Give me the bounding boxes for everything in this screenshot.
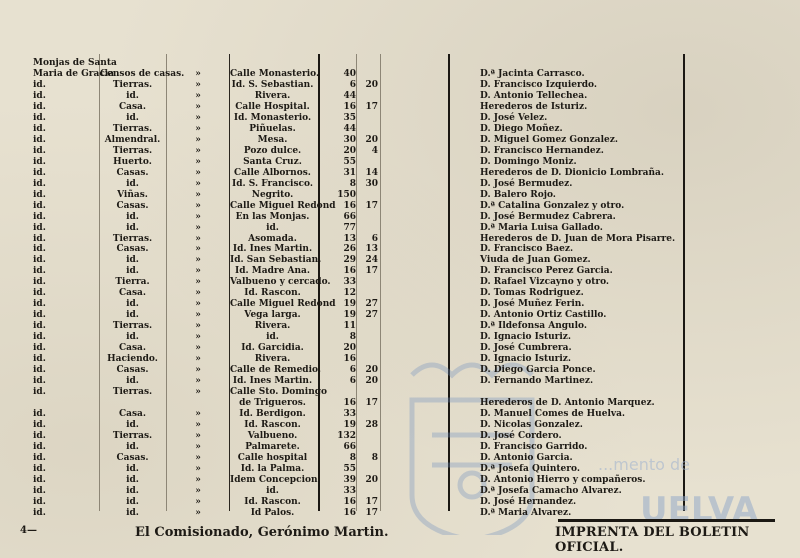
owner-cell: Viuda de Juan Gomez. (480, 255, 591, 266)
property-class-cell: Casas. (116, 200, 149, 211)
value-b-cell: 17 (365, 507, 378, 518)
location-cell: id. (266, 332, 279, 343)
value-a-cell: 12 (343, 288, 356, 299)
property-class-cell: Casa. (118, 101, 147, 112)
value-a-cell: 26 (343, 244, 356, 255)
property-class-cell: Huerto. (113, 156, 152, 167)
value-a-cell: 19 (343, 310, 356, 321)
institution-cell: id. (33, 474, 46, 485)
institution-cell: id. (33, 233, 46, 244)
property-class-cell: id. (126, 332, 139, 343)
location-cell: de Trigueros. (239, 398, 306, 409)
property-class-cell: Casas. (116, 452, 149, 463)
institution-cell: id. (33, 222, 46, 233)
property-class-cell: Casa. (118, 343, 147, 354)
property-class-cell: Casas. (116, 244, 149, 255)
institution-cell: id. (33, 178, 46, 189)
value-a-cell: 55 (343, 156, 356, 167)
owner-cell: D. Francisco Izquierdo. (480, 79, 597, 90)
institution-cell: id. (33, 123, 46, 134)
property-class-cell: Tierras. (112, 79, 153, 90)
ditto-mark-cell: » (195, 167, 201, 178)
watermark-text: UELVA (640, 490, 759, 530)
owner-cell: Herederos de D. Dionicio Lombraña. (480, 167, 665, 178)
owner-cell: D. José Cumbrera. (480, 343, 572, 354)
value-b-cell: 17 (365, 101, 378, 112)
institution-cell: id. (33, 112, 46, 123)
value-a-cell: 16 (343, 101, 356, 112)
owner-cell: D. Miguel Gomez Gonzalez. (480, 134, 618, 145)
ditto-mark-cell: » (195, 222, 201, 233)
value-b-cell: 17 (365, 398, 378, 409)
ditto-mark-cell: » (195, 112, 201, 123)
value-a-cell: 8 (349, 332, 356, 343)
ditto-mark-cell: » (195, 255, 201, 266)
ditto-mark-cell: » (195, 266, 201, 277)
property-class-cell: Casas. (116, 365, 149, 376)
property-class-cell: Viñas. (117, 189, 148, 200)
location-cell: Piñuelas. (249, 123, 296, 134)
ditto-mark-cell: » (195, 310, 201, 321)
commissioner-signature-line: El Comisionado, Gerónimo Martin. (135, 525, 389, 540)
institution-cell: id. (33, 387, 46, 398)
owner-cell: D. Francisco Baez. (480, 244, 574, 255)
value-b-cell: 8 (371, 452, 378, 463)
location-cell: Pozo dulce. (243, 145, 302, 156)
location-cell: Id. Rascon. (244, 288, 301, 299)
value-a-cell: 16 (343, 398, 356, 409)
ditto-mark-cell: » (195, 409, 201, 420)
institution-cell: id. (33, 244, 46, 255)
institution-cell: id. (33, 156, 46, 167)
value-b-cell: 14 (365, 167, 378, 178)
value-a-cell: 77 (343, 222, 356, 233)
institution-cell: id. (33, 310, 46, 321)
owner-cell: Herederos de Isturiz. (480, 101, 588, 112)
value-a-cell: 19 (343, 299, 356, 310)
value-b-cell: 30 (365, 178, 378, 189)
value-b-cell: 24 (365, 255, 378, 266)
owner-cell: D.ª Josefa Quintero. (480, 463, 580, 474)
ditto-mark-cell: » (195, 244, 201, 255)
value-b-cell: 20 (365, 365, 378, 376)
location-cell: Calle Miguel Redond (230, 299, 336, 310)
property-class-cell: id. (126, 496, 139, 507)
owner-cell: D. Francisco Perez Garcia. (480, 266, 613, 277)
value-a-cell: 8 (349, 452, 356, 463)
value-a-cell: 55 (343, 463, 356, 474)
location-cell: Id. la Palma. (240, 463, 305, 474)
value-a-cell: 150 (337, 189, 356, 200)
location-cell: Calle Hospital. (235, 101, 310, 112)
property-class-cell: id. (126, 376, 139, 387)
ditto-mark-cell: » (195, 507, 201, 518)
location-cell: Calle Sto. Domingo (230, 387, 328, 398)
owner-cell: D. Antonio Tellechea. (480, 90, 588, 101)
owner-cell: D. Diego Moñez. (480, 123, 563, 134)
ditto-mark-cell: » (195, 123, 201, 134)
ditto-mark-cell: » (195, 189, 201, 200)
location-cell: id. (266, 485, 279, 496)
property-class-cell: id. (126, 310, 139, 321)
value-a-cell: 19 (343, 420, 356, 430)
institution-cell: id. (33, 288, 46, 299)
value-a-cell: 66 (343, 211, 356, 222)
institution-cell: id. (33, 507, 46, 518)
owner-cell: D.ª Josefa Camacho Alvarez. (480, 485, 622, 496)
institution-cell: id. (33, 134, 46, 145)
location-cell: Id. Berdigon. (239, 409, 306, 420)
location-cell: Valbueno. (247, 430, 298, 441)
institution-cell: id. (33, 452, 46, 463)
value-a-cell: 16 (343, 200, 356, 211)
location-cell: Rivera. (254, 90, 291, 101)
property-class-cell: id. (126, 255, 139, 266)
value-a-cell: 16 (343, 507, 356, 518)
value-a-cell: 8 (349, 178, 356, 189)
institution-cell: id. (33, 321, 46, 332)
owner-cell: D.ª Maria Luisa Gallado. (480, 222, 603, 233)
institution-cell: id. (33, 189, 46, 200)
institution-cell: id. (33, 167, 46, 178)
location-cell: Id. S. Sebastian. (231, 79, 314, 90)
ditto-mark-cell: » (195, 387, 201, 398)
location-cell: Id. Garcidia. (241, 343, 304, 354)
ditto-mark-cell: » (195, 441, 201, 452)
value-a-cell: 16 (343, 354, 356, 365)
institution-cell: id. (33, 409, 46, 420)
property-class-cell: Tierras. (112, 387, 153, 398)
property-class-cell: id. (126, 266, 139, 277)
value-b-cell: 20 (365, 134, 378, 145)
owner-cell: Herederos de D. Juan de Mora Pisarre. (480, 233, 676, 244)
owner-cell: D. Fernando Martinez. (480, 376, 594, 387)
ditto-mark-cell: » (195, 145, 201, 156)
institution-cell: id. (33, 376, 46, 387)
owner-cell: D. Ignacio Isturiz. (480, 332, 572, 343)
owner-cell: D.ª Catalina Gonzalez y otro. (480, 200, 625, 211)
ditto-mark-cell: » (195, 474, 201, 485)
property-class-cell: Tierras. (112, 123, 153, 134)
owner-cell: D.ª Maria Alvarez. (480, 507, 572, 518)
institution-cell: id. (33, 79, 46, 90)
location-cell: Id Palos. (250, 507, 295, 518)
property-class-cell: Censos de casas. (100, 68, 185, 79)
location-cell: Id. S. Francisco. (232, 178, 313, 189)
owner-cell: D. José Bermudez. (480, 178, 573, 189)
institution-cell: id. (33, 266, 46, 277)
ditto-mark-cell: » (195, 200, 201, 211)
location-cell: Id. Rascon. (244, 496, 301, 507)
location-cell: Rivera. (254, 321, 291, 332)
value-a-cell: 11 (343, 321, 356, 332)
watermark-subtitle: ...mento de (598, 455, 690, 474)
value-a-cell: 66 (343, 441, 356, 452)
value-a-cell: 35 (343, 112, 356, 123)
property-class-cell: id. (126, 112, 139, 123)
institution-cell: id. (33, 354, 46, 365)
property-class-cell: Tierras. (112, 233, 153, 244)
value-b-cell: 17 (365, 266, 378, 277)
location-cell: Id. Ines Martin. (232, 376, 313, 387)
property-class-cell: id. (126, 211, 139, 222)
institution-cell: id. (33, 101, 46, 112)
ditto-mark-cell: » (195, 101, 201, 112)
value-a-cell: 39 (343, 474, 356, 485)
value-a-cell: 30 (343, 134, 356, 145)
owner-cell: D.ª Jacinta Carrasco. (480, 68, 585, 79)
value-a-cell: 6 (349, 365, 356, 376)
value-b-cell: 27 (365, 310, 378, 321)
property-class-cell: Almendral. (104, 134, 161, 145)
value-a-cell: 20 (343, 343, 356, 354)
property-class-cell: id. (126, 485, 139, 496)
owner-cell: D. Tomas Rodriguez. (480, 288, 584, 299)
location-cell: Id. Madre Ana. (235, 266, 310, 277)
ditto-mark-cell: » (195, 321, 201, 332)
value-a-cell: 40 (343, 68, 356, 79)
property-class-cell: id. (126, 420, 139, 430)
location-cell: Id. Monasterio. (233, 112, 312, 123)
value-b-cell: 17 (365, 496, 378, 507)
ditto-mark-cell: » (195, 365, 201, 376)
ditto-mark-cell: » (195, 134, 201, 145)
value-b-cell: 17 (365, 200, 378, 211)
value-b-cell: 6 (371, 233, 378, 244)
institution-cell: id. (33, 485, 46, 496)
value-a-cell: 16 (343, 266, 356, 277)
value-a-cell: 33 (343, 277, 356, 288)
institution-cell: id. (33, 463, 46, 474)
institution-cell: id. (33, 255, 46, 266)
institution-cell: id. (33, 90, 46, 101)
property-class-cell: Tierras. (112, 145, 153, 156)
ditto-mark-cell: » (195, 288, 201, 299)
institution-cell: id. (33, 365, 46, 376)
owner-cell: D. Diego Garcia Ponce. (480, 365, 596, 376)
value-b-cell: 20 (365, 474, 378, 485)
owner-cell: D. José Muñez Ferin. (480, 299, 585, 310)
ditto-mark-cell: » (195, 332, 201, 343)
ditto-mark-cell: » (195, 68, 201, 79)
value-a-cell: 44 (343, 90, 356, 101)
value-a-cell: 20 (343, 145, 356, 156)
ditto-mark-cell: » (195, 463, 201, 474)
property-class-cell: id. (126, 474, 139, 485)
location-cell: Calle Monasterio. (230, 68, 320, 79)
value-a-cell: 132 (337, 430, 356, 441)
owner-cell: D. Domingo Moniz. (480, 156, 577, 167)
location-cell: Calle de Remedio. (230, 365, 321, 376)
property-class-cell: id. (126, 507, 139, 518)
institution-cell: id. (33, 299, 46, 310)
owner-cell: D. José Hernandez. (480, 496, 577, 507)
property-class-cell: id. (126, 441, 139, 452)
owner-cell: Herederos de D. Antonio Marquez. (480, 398, 655, 409)
property-class-cell: id. (126, 222, 139, 233)
value-b-cell: 20 (365, 376, 378, 387)
location-cell: Mesa. (257, 134, 288, 145)
owner-cell: D. José Cordero. (480, 430, 562, 441)
ditto-mark-cell: » (195, 343, 201, 354)
property-class-cell: Tierras. (112, 430, 153, 441)
printer-imprint: IMPRENTA DEL BOLETIN OFICIAL. (555, 525, 750, 555)
ditto-mark-cell: » (195, 233, 201, 244)
property-class-cell: id. (126, 90, 139, 101)
footer-rule (558, 519, 775, 522)
value-b-cell: 20 (365, 79, 378, 90)
institution-cell: id. (33, 211, 46, 222)
institution-cell: id. (33, 200, 46, 211)
location-cell: Asomada. (248, 233, 297, 244)
ditto-mark-cell: » (195, 496, 201, 507)
ditto-mark-cell: » (195, 79, 201, 90)
ditto-mark-cell: » (195, 430, 201, 441)
institution-cell: id. (33, 343, 46, 354)
owner-cell: D. José Velez. (480, 112, 548, 123)
location-cell: Idem Concepcion. (230, 474, 321, 485)
owner-cell: D. Antonio Ortiz Castillo. (480, 310, 607, 321)
owner-cell: D. Rafael Vizcayno y otro. (480, 277, 610, 288)
owner-cell: D. Nicolas Gonzalez. (480, 420, 583, 430)
value-a-cell: 6 (349, 376, 356, 387)
owner-cell: D. Antonio Hierro y compañeros. (480, 474, 646, 485)
institution-cell: id. (33, 441, 46, 452)
owner-cell: D. Balero Rojo. (480, 189, 556, 200)
location-cell: Palmarete. (245, 441, 300, 452)
institution-cell: id. (33, 332, 46, 343)
location-cell: Calle hospital (237, 452, 308, 463)
ditto-mark-cell: » (195, 178, 201, 189)
value-b-cell: 13 (365, 244, 378, 255)
ditto-mark-cell: » (195, 354, 201, 365)
ditto-mark-cell: » (195, 211, 201, 222)
value-a-cell: 33 (343, 409, 356, 420)
property-class-cell: id. (126, 463, 139, 474)
value-b-cell: 28 (365, 420, 378, 430)
property-class-cell: Tierra. (115, 277, 150, 288)
institution-cell: id. (33, 496, 46, 507)
owner-cell: D. Francisco Garrido. (480, 441, 588, 452)
institution-cell: id. (33, 420, 46, 430)
property-class-cell: id. (126, 178, 139, 189)
table-row (0, 507, 800, 519)
institution-cell: id. (33, 430, 46, 441)
institution-cell: id. (33, 145, 46, 156)
property-class-cell: Tierras. (112, 321, 153, 332)
institution-cell: Maria de Gracia (33, 68, 115, 79)
location-cell: Id. Rascon. (244, 420, 301, 430)
page-mark: 4— (20, 525, 37, 536)
institution-cell: id. (33, 277, 46, 288)
ditto-mark-cell: » (195, 277, 201, 288)
value-b-cell: 4 (371, 145, 378, 156)
value-a-cell: 29 (343, 255, 356, 266)
owner-cell: D. Manuel Comes de Huelva. (480, 409, 626, 420)
ditto-mark-cell: » (195, 420, 201, 430)
ditto-mark-cell: » (195, 156, 201, 167)
ditto-mark-cell: » (195, 90, 201, 101)
location-cell: Id. San Sebastian. (230, 255, 322, 266)
owner-cell: D. Ignacio Isturiz. (480, 354, 572, 365)
value-a-cell: 44 (343, 123, 356, 134)
property-class-cell: Haciendo. (107, 354, 158, 365)
value-a-cell: 6 (349, 79, 356, 90)
owner-cell: D.ª Ildefonsa Angulo. (480, 321, 587, 332)
owner-cell: D. Antonio Garcia. (480, 452, 573, 463)
property-class-cell: Casa. (118, 409, 147, 420)
location-cell: Rivera. (254, 354, 291, 365)
ditto-mark-cell: » (195, 299, 201, 310)
institution-cell: Monjas de Santa (33, 58, 117, 68)
location-cell: id. (266, 222, 279, 233)
value-a-cell: 31 (343, 167, 356, 178)
owner-cell: D. Francisco Hernandez. (480, 145, 604, 156)
property-class-cell: Casa. (118, 288, 147, 299)
property-class-cell: Casas. (116, 167, 149, 178)
value-a-cell: 13 (343, 233, 356, 244)
location-cell: Vega larga. (244, 310, 301, 321)
ditto-mark-cell: » (195, 485, 201, 496)
property-class-cell: id. (126, 299, 139, 310)
location-cell: Id. Ines Martin. (232, 244, 313, 255)
value-a-cell: 16 (343, 496, 356, 507)
location-cell: Calle Albornos. (234, 167, 311, 178)
value-a-cell: 33 (343, 485, 356, 496)
ditto-mark-cell: » (195, 376, 201, 387)
ditto-mark-cell: » (195, 452, 201, 463)
location-cell: Calle Miguel Redond (230, 200, 336, 211)
location-cell: Valbueno y cercado. (230, 277, 331, 288)
value-b-cell: 27 (365, 299, 378, 310)
location-cell: En las Monjas. (235, 211, 310, 222)
owner-cell: D. José Bermudez Cabrera. (480, 211, 616, 222)
location-cell: Negrito. (251, 189, 294, 200)
location-cell: Santa Cruz. (243, 156, 302, 167)
